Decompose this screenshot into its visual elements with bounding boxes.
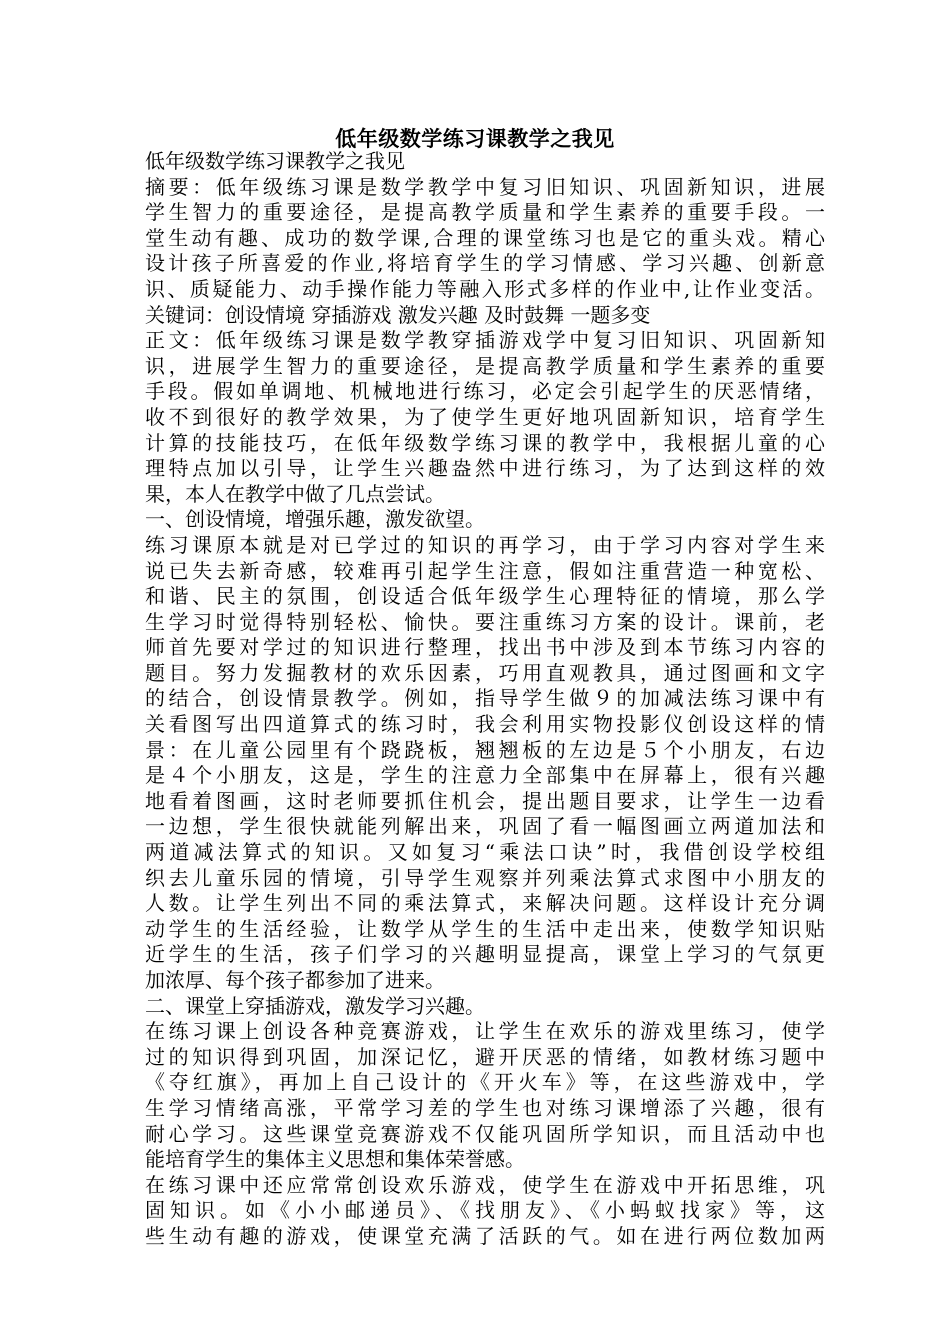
body-line: 固知识。如《小小邮递员》、《找朋友》、《小蚂蚁找家》等，这 [145, 1198, 825, 1223]
body-line: 低年级数学练习课教学之我见 [145, 149, 405, 173]
body-line: 识，进展学生智力的重要途径，是提高教学质量和学生素养的重要 [145, 353, 825, 378]
body-line: 摘要：低年级练习课是数学教学中复习旧知识、巩固新知识，进展 [145, 174, 825, 199]
body-line: 织去儿童乐园的情境，引导学生观察并列乘法算式求图中小朋友的 [145, 865, 825, 890]
body-line: 近学生的生活，孩子们学习的兴趣明显提高，课堂上学习的气氛更 [145, 942, 825, 967]
body-line: 在练习课上创设各种竞赛游戏，让学生在欢乐的游戏里练习，使学 [145, 1019, 825, 1044]
body-line: 关键词：创设情境 穿插游戏 激发兴趣 及时鼓舞 一题多变 [145, 302, 651, 327]
body-line: 地看着图画，这时老师要抓住机会，提出题目要求，让学生一边看 [145, 788, 825, 813]
document-body [145, 149, 825, 1250]
body-line: 《夺红旗》，再加上自己设计的《开火车》等，在这些游戏中，学 [145, 1070, 825, 1095]
body-line: 两道减法算式的知识。又如复习“乘法口诀”时，我借创设学校组 [145, 840, 825, 865]
body-line: 二、课堂上穿插游戏，激发学习兴趣。 [145, 993, 485, 1018]
body-line: 学生智力的重要途径，是提高教学质量和学生素养的重要手段。一 [145, 200, 825, 225]
body-line: 计算的技能技巧，在低年级数学练习课的教学中，我根据儿童的心 [145, 430, 825, 455]
body-line: 的结合，创设情景教学。例如，指导学生做９的加减法练习课中有 [145, 686, 825, 711]
body-line: 耐心学习。这些课堂竞赛游戏不仅能巩固所学知识，而且活动中也 [145, 1121, 825, 1146]
body-line: 生学习情绪高涨，平常学习差的学生也对练习课增添了兴趣，很有 [145, 1095, 825, 1120]
body-line: 正文：低年级练习课是数学教穿插游戏学中复习旧知识、巩固新知 [145, 328, 825, 353]
body-line: 收不到很好的教学效果，为了使学生更好地巩固新知识，培育学生 [145, 404, 825, 429]
body-line: 堂生动有趣、成功的数学课,合理的课堂练习也是它的重头戏。精心 [145, 225, 825, 250]
body-line: 手段。假如单调地、机械地进行练习，必定会引起学生的厌恶情绪， [145, 379, 825, 404]
body-line: 说已失去新奇感，较难再引起学生注意，假如注重营造一种宽松、 [145, 558, 825, 583]
body-line: 一边想，学生很快就能列解出来，巩固了看一幅图画立两道加法和 [145, 814, 825, 839]
body-line: 题目。努力发掘教材的欢乐因素，巧用直观教具，通过图画和文字 [145, 660, 825, 685]
body-line: 练习课原本就是对已学过的知识的再学习，由于学习内容对学生来 [145, 532, 825, 557]
body-line: 景：在儿童公园里有个跷跷板，翘翘板的左边是５个小朋友，右边 [145, 737, 825, 762]
body-line: 是４个小朋友，这是，学生的注意力全部集中在屏幕上，很有兴趣 [145, 763, 825, 788]
body-line: 动学生的生活经验，让数学从学生的生活中走出来，使数学知识贴 [145, 916, 825, 941]
body-line: 过的知识得到巩固，加深记忆，避开厌恶的情绪，如教材练习题中 [145, 1044, 825, 1069]
body-line: 关看图写出四道算式的练习时，我会利用实物投影仪创设这样的情 [145, 712, 825, 737]
body-line: 识、质疑能力、动手操作能力等融入形式多样的作业中,让作业变活。 [145, 276, 825, 301]
body-line: 设计孩子所喜爱的作业,将培育学生的学习情感、学习兴趣、创新意 [145, 251, 825, 276]
document-title: 低年级数学练习课教学之我见 [335, 127, 615, 151]
body-line: 一、创设情境，增强乐趣，激发欲望。 [145, 507, 485, 532]
body-line: 人数。让学生列出不同的乘法算式，来解决问题。这样设计充分调 [145, 891, 825, 916]
body-line: 和谐、民主的氛围，创设适合低年级学生心理特征的情境，那么学 [145, 584, 825, 609]
body-line: 在练习课中还应常常创设欢乐游戏，使学生在游戏中开拓思维，巩 [145, 1172, 825, 1197]
body-line: 理特点加以引导，让学生兴趣盎然中进行练习，为了达到这样的效 [145, 456, 825, 481]
body-line: 能培育学生的集体主义思想和集体荣誉感。 [145, 1147, 525, 1172]
body-line: 果，本人在教学中做了几点尝试。 [145, 481, 445, 506]
body-line: 些生动有趣的游戏，使课堂充满了活跃的气。如在进行两位数加两 [145, 1223, 825, 1248]
body-line: 师首先要对学过的知识进行整理，找出书中涉及到本节练习内容的 [145, 635, 825, 660]
body-line: 加浓厚、每个孩子都参加了进来。 [145, 968, 445, 992]
body-line: 生学习时觉得特别轻松、愉快。要注重练习方案的设计。课前，老 [145, 609, 825, 634]
